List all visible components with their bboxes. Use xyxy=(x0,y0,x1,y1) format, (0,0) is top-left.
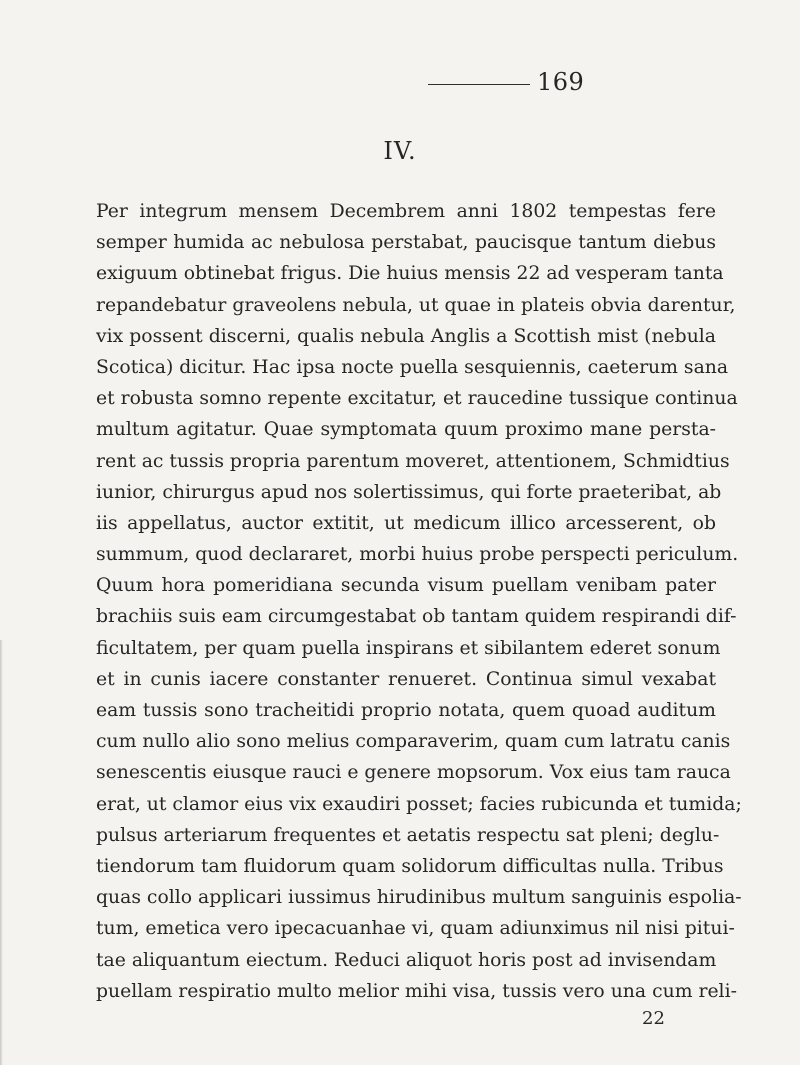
text-line: repandebatur graveolens nebula, ut quae in plateis obvia darentur, xyxy=(96,294,736,316)
section-heading: IV. xyxy=(383,137,417,165)
page-number: 169 xyxy=(537,68,585,96)
text-line: ficultatem, per quam puella inspirans et sibilantem ederet sonum xyxy=(96,637,721,659)
text-line: puellam respiratio multo melior mihi visa, tussis vero una cum reli- xyxy=(96,980,737,1002)
text-line: rent ac tussis propria parentum moveret, attentionem, Schmidtius xyxy=(96,450,730,472)
text-line: exiguum obtinebat frigus. Die huius mensis 22 ad vesperam tanta xyxy=(96,263,724,285)
text-line: iunior, chirurgus apud nos solertissimus, qui forte praeteribat, ab xyxy=(96,481,722,503)
text-line: et in cunis iacere constanter renueret. Continua simul vexabat xyxy=(96,668,716,690)
text-line: et robusta somno repente excitatur, et raucedine tussique continua xyxy=(96,388,738,410)
text-line: Scotica) dicitur. Hac ipsa nocte puella sesquiennis, caeterum sana xyxy=(96,356,729,378)
text-line: quas collo applicari iussimus hirudinibus multum sanguinis espolia- xyxy=(96,887,742,909)
page-edge-shadow xyxy=(0,640,3,1065)
text-line: vix possent discerni, qualis nebula Anglis a Scottish mist (nebula xyxy=(96,325,716,347)
header-rule xyxy=(428,84,530,85)
text-line: Per integrum mensem Decembrem anni 1802 tempestas fere xyxy=(96,201,716,222)
text-line: multum agitatur. Quae symptomata quum proximo mane persta- xyxy=(96,419,716,441)
text-line: semper humida ac nebulosa perstabat, paucisque tantum diebus xyxy=(96,232,716,254)
text-line: tum, emetica vero ipecacuanhae vi, quam adiunximus nil nisi pitui- xyxy=(96,918,735,940)
text-line: erat, ut clamor eius vix exaudiri posset; facies rubicunda et tumida; xyxy=(96,793,742,815)
text-line: summum, quod declararet, morbi huius probe perspecti periculum. xyxy=(96,544,739,566)
text-line: iis appellatus, auctor extitit, ut medicum illico arcesserent, ob xyxy=(96,512,716,534)
text-line: eam tussis sono tracheitidi proprio notata, quem quoad auditum xyxy=(96,700,716,721)
text-line: tae aliquantum eiectum. Reduci aliquot horis post ad invisendam xyxy=(96,949,717,971)
text-line: senescentis eiusque rauci e genere mopsorum. Vox eius tam rauca xyxy=(96,762,731,784)
signature-mark: 22 xyxy=(642,1008,665,1029)
text-line: brachiis suis eam circumgestabat ob tantam quidem respirandi dif- xyxy=(96,606,737,628)
text-line: pulsus arteriarum frequentes et aetatis respectu sat pleni; deglu- xyxy=(96,824,720,846)
body-paragraph xyxy=(96,196,742,1007)
text-line: cum nullo alio sono melius comparaverim, quam cum latratu canis xyxy=(96,731,731,753)
text-line: Quum hora pomeridiana secunda visum puellam venibam pater xyxy=(96,575,716,597)
text-line: tiendorum tam fluidorum quam solidorum difficultas nulla. Tribus xyxy=(96,855,724,877)
